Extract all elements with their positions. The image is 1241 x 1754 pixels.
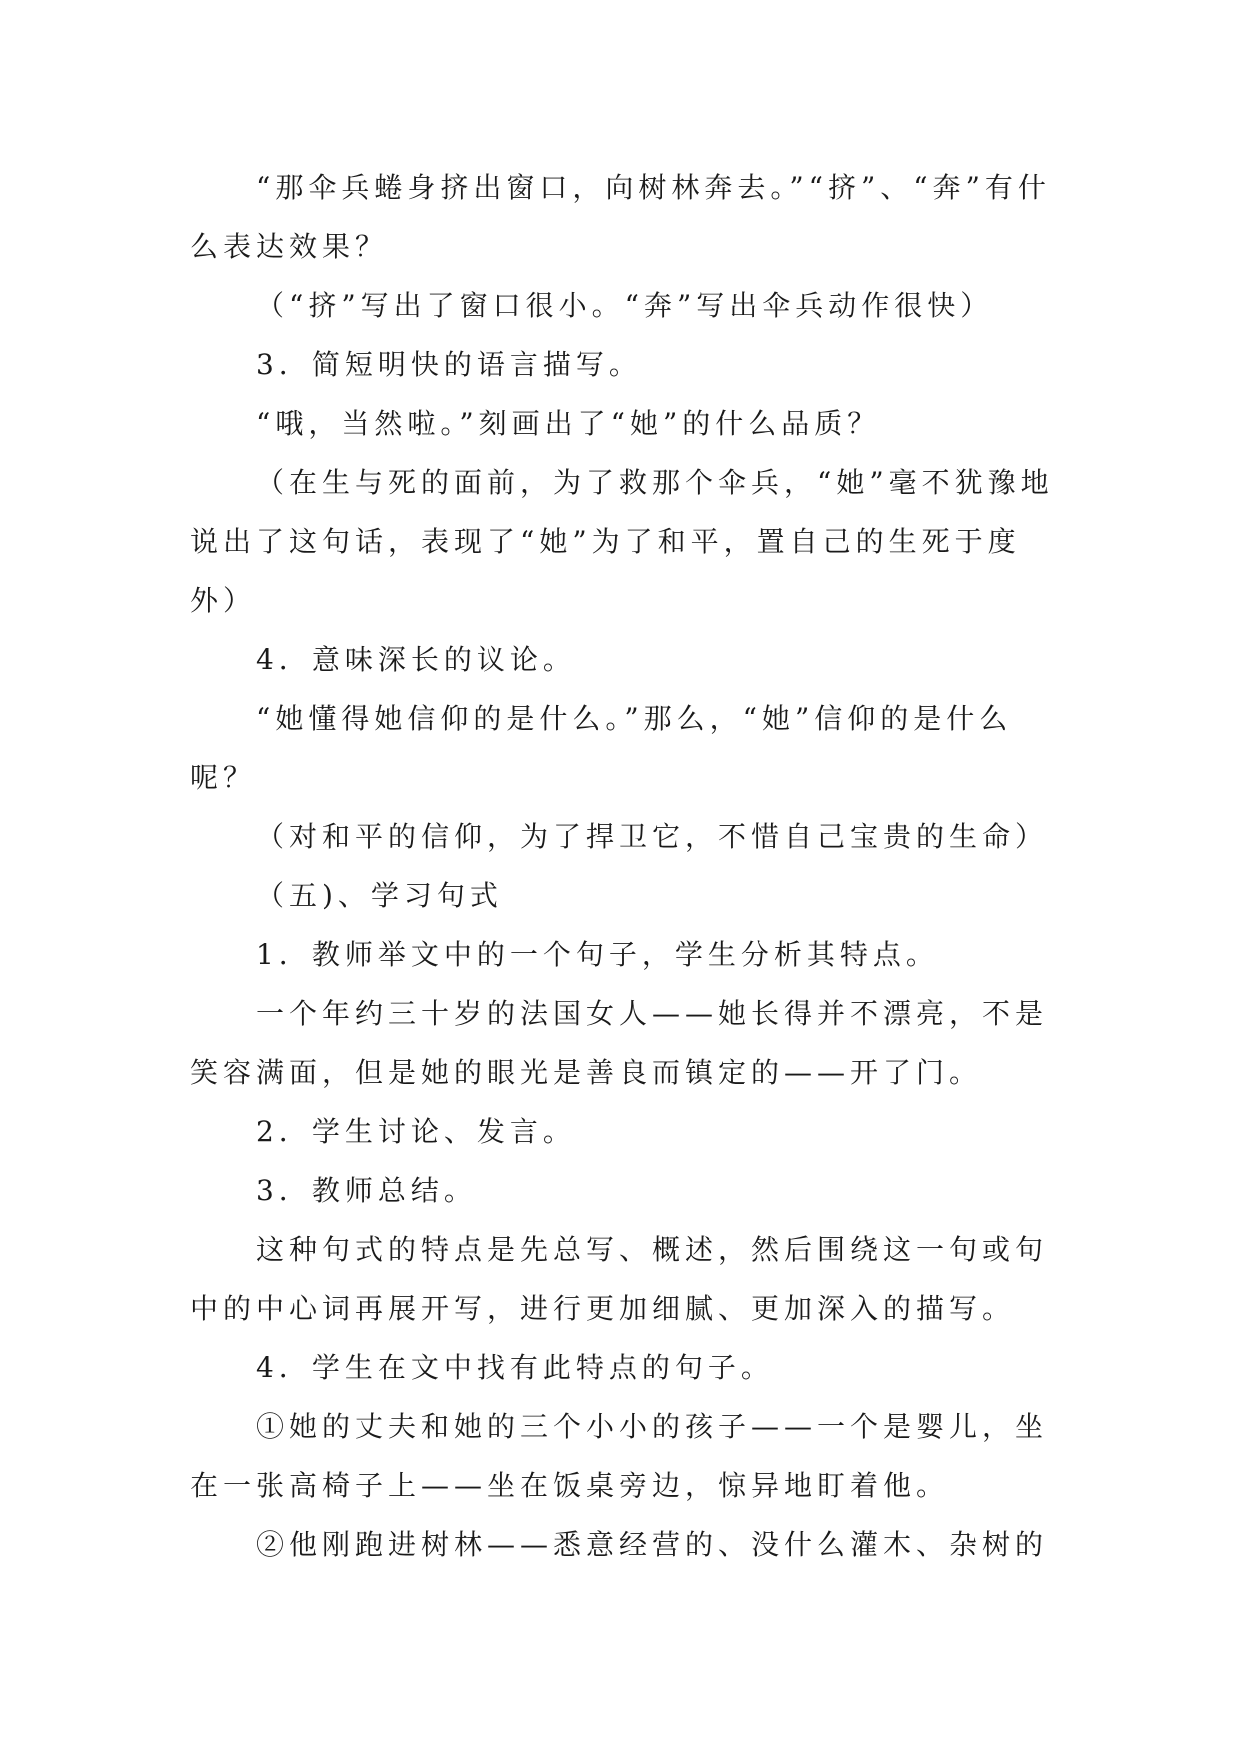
paragraph: （对和平的信仰，为了捍卫它，不惜自己宝贵的生命）	[256, 820, 1049, 853]
paragraph: 4．意味深长的议论。	[256, 643, 576, 676]
paragraph: 一个年约三十岁的法国女人——她长得并不漂亮，不是笑容满面，但是她的眼光是善良而镇定的——开了门。	[190, 997, 1049, 1089]
paragraph: 这种句式的特点是先总写、概述，然后围绕这一句或句中的中心词再展开写，进行更加细腻、更加深入的描写。	[190, 1233, 1049, 1325]
paragraph: ②他刚跑进树林——悉意经营的、没什么灌木、杂树的	[256, 1528, 1049, 1561]
paragraph: 2．学生讨论、发言。	[256, 1115, 576, 1148]
paragraph: “那伞兵蜷身挤出窗口，向树林奔去。”“挤”、“奔”有什么表达效果？	[190, 171, 1051, 263]
paragraph: （在生与死的面前，为了救那个伞兵，“她”毫不犹豫地说出了这句话，表现了“她”为了和平，置自己的生死于度外）	[190, 466, 1054, 617]
paragraph: （“挤”写出了窗口很小。“奔”写出伞兵动作很快）	[256, 289, 994, 322]
paragraph: “哦，当然啦。”刻画出了“她”的什么品质？	[256, 407, 881, 440]
paragraph: “她懂得她信仰的是什么。”那么，“她”信仰的是什么呢？	[190, 702, 1013, 794]
document-body	[190, 158, 1060, 1574]
paragraph: 1．教师举文中的一个句子，学生分析其特点。	[256, 938, 939, 971]
paragraph: 3．教师总结。	[256, 1174, 477, 1207]
paragraph: ①她的丈夫和她的三个小小的孩子——一个是婴儿，坐在一张高椅子上——坐在饭桌旁边，惊异地盯着他。	[190, 1410, 1049, 1502]
paragraph: 3．简短明快的语言描写。	[256, 348, 642, 381]
section-heading: （五)、学习句式	[256, 879, 503, 912]
paragraph: 4．学生在文中找有此特点的句子。	[256, 1351, 774, 1384]
